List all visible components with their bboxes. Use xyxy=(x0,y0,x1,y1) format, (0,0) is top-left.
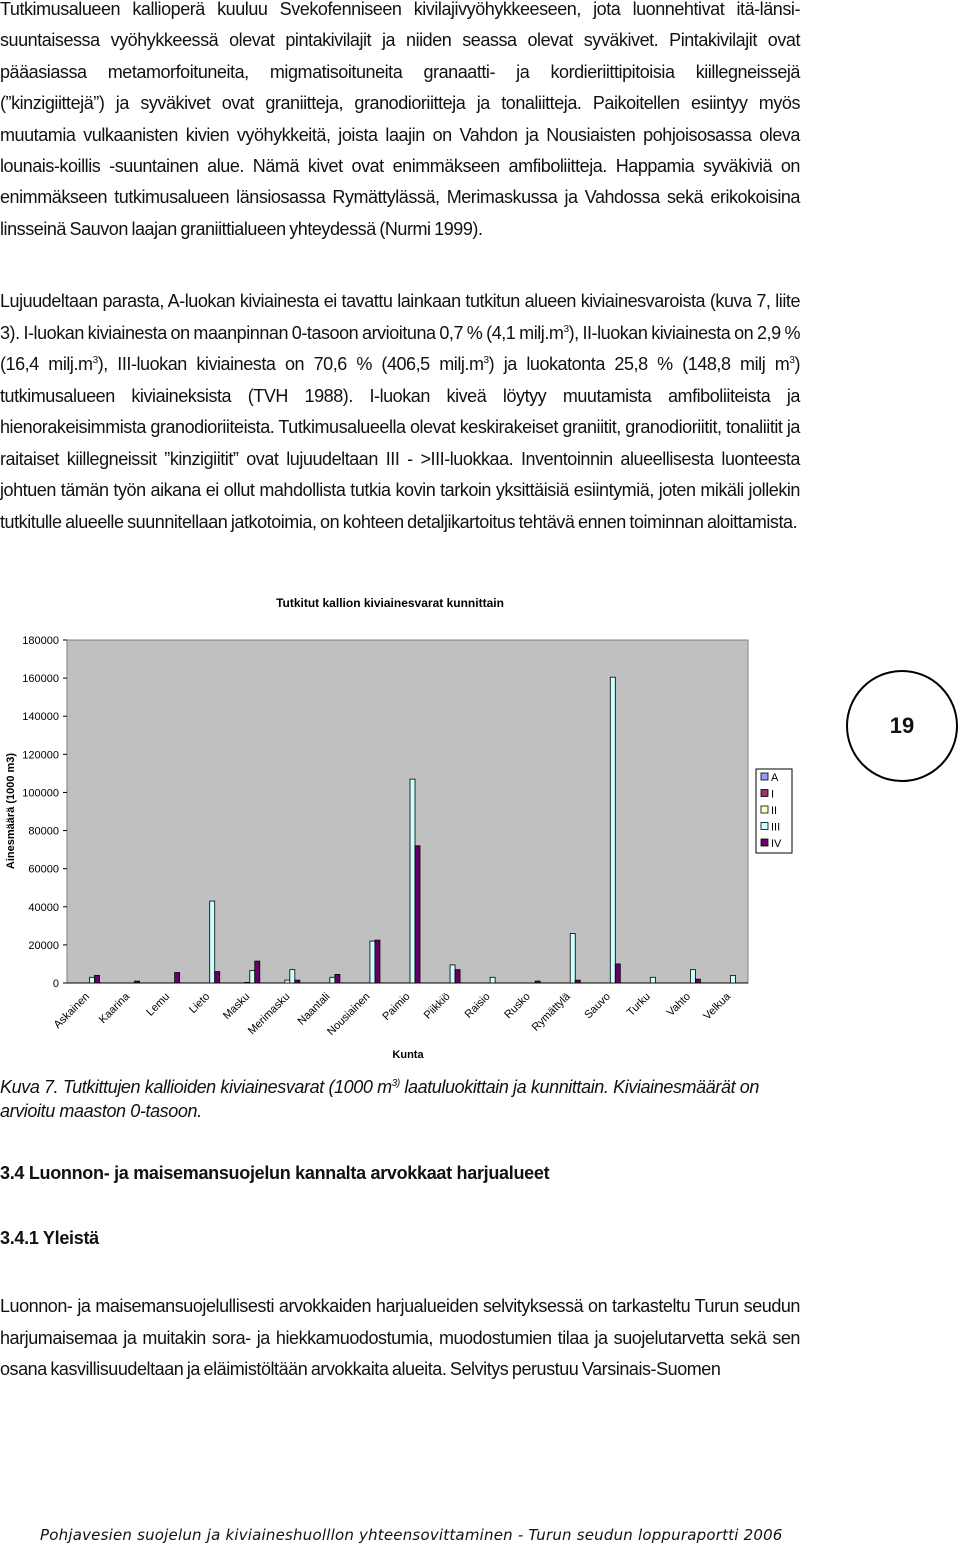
intro-paragraph: Tutkimusalueen kallioperä kuuluu Svekofenniseen kivilajivyöhykkeeseen, jota luonnehtivat itä-länsi-suuntaisessa vyöhykkeessä olevat pintakivilajit ja niiden seassa olevat syväkivet. Pintakivilajit ovat pääasiassa metamorfoituneita, migmatisoituneita granaatti- ja kordieriittipitoisia kiillegneissejä (”kinzigiittejä”) ja syväkivet ovat graniitteja, granodioriitteja ja tonaliitteja. Paikoitellen esiintyy myös muutamia vulkaanisten kivien vyöhykkeitä, joista laajin on Vahdon ja Nousiaisten pohjoisosassa oleva lounais-koillis -suuntainen alue. Nämä kivet ovat enimmäkseen amfiboliitteja. Happamia syväkiviä on enimmäkseen tutkimusalueen länsiosassa Rymättylässä, Merimaskussa ja Vahdossa sekä erikokoisina linsseinä Sauvon laajan graniittialueen yhteydessä (Nurmi 1999). xyxy=(0,0,800,239)
legend-swatch-iii xyxy=(761,823,768,830)
bar-iv xyxy=(455,970,460,983)
bar-iv xyxy=(375,940,380,983)
page-number-badge: 19 xyxy=(846,670,958,782)
y-tick-label: 60000 xyxy=(28,863,59,876)
legend-swatch-iv xyxy=(761,839,768,846)
y-tick-label: 0 xyxy=(52,978,59,990)
bar-iii xyxy=(450,965,455,983)
bar-iii xyxy=(490,977,495,983)
x-tick-label: Merimasku xyxy=(245,990,293,1038)
para2-text-2: ), II-luokan kiviainesta on 2,9 % (16,4 milj.m xyxy=(0,322,800,374)
bar-iv xyxy=(255,961,260,983)
bar-iv xyxy=(415,846,420,983)
bar-iv xyxy=(335,974,340,983)
y-tick-label: 100000 xyxy=(22,787,59,800)
x-tick-label: Velkua xyxy=(701,990,734,1023)
bar-iii xyxy=(690,970,695,983)
bar-iii xyxy=(290,970,295,983)
section-heading: 3.4 Luonnon- ja maisemansuojelun kannalta arvokkaat harjualueet xyxy=(0,1163,550,1183)
legend-label-iii: III xyxy=(771,821,781,834)
page-footer: Pohjavesien suojelun ja kiviaineshuolllon yhteensovittaminen - Turun seudun loppuraportti 2006 xyxy=(40,1526,783,1544)
bar-iv xyxy=(575,980,580,983)
bar-iii xyxy=(730,975,735,983)
x-tick-label: Kaarina xyxy=(96,990,133,1026)
chart-title: Tutkitut kallion kiviainesvarat kunnittain xyxy=(276,596,504,610)
x-tick-label: Paimio xyxy=(380,990,413,1023)
subsection-heading: 3.4.1 Yleistä xyxy=(0,1228,99,1248)
bar-iii xyxy=(330,977,335,983)
x-tick-label: Rusko xyxy=(502,990,533,1022)
bar-iii xyxy=(650,977,655,983)
plot-area xyxy=(67,640,748,983)
para2-text-5: ) tutkimusalueen kiviaineksista (TVH 1988). I-luokan kiveä löytyy muutamista amfiboliiteista ja hienorakeisimmista granodioriiteista. Tutkimusalueella olevat keskirakeiset graniitit, granodioriitit, tonaliitit ja raitaiset kiillegneissit ”kinzigiitit” ovat lujuudeltaan III - >III-luokkaa. Inventoinnin alueellisesta luonteesta johtuen tämän työn aikana ei ollut mahdollista tutkia kovin tarkoin yksittäisiä esiintymiä, joten mikäli jollekin tutkitulle alueelle suunnitellaan jatkotoimia, on kohteen detaljikartoitus tehtävä ennen toiminnan aloittamista. xyxy=(0,354,800,532)
x-tick-label: Turku xyxy=(624,990,653,1019)
legend-label-ii: II xyxy=(771,805,778,817)
bar-ii xyxy=(285,980,290,983)
y-tick-label: 120000 xyxy=(22,749,59,762)
superscript: 3 xyxy=(789,355,795,366)
esker-survey-paragraph: Luonnon- ja maisemansuojelullisesti arvokkaiden harjualueiden selvityksessä on tarkasteltu Turun seudun harjumaisemaa ja muitakin sora- ja hiekkamuodostumia, muodostumien tilaa ja suojelutarvetta sekä sen osana kasvillisuudeltaan ja eläimistöltään arvokkaita alueita. Selvitys perustuu Varsinais-Suomen xyxy=(0,1296,800,1379)
figure-caption xyxy=(0,1075,800,1123)
y-tick-label: 40000 xyxy=(28,901,59,914)
y-tick-label: 160000 xyxy=(22,673,59,686)
bar-chart xyxy=(0,585,840,1065)
x-tick-label: Vahto xyxy=(664,990,694,1019)
superscript: 3 xyxy=(92,355,98,366)
bar-iii xyxy=(610,677,615,983)
x-tick-label: Naantali xyxy=(295,990,333,1028)
bar-iii xyxy=(250,971,255,983)
bar-iv xyxy=(615,964,620,983)
y-axis-title: Ainesmäärä (1000 m3) xyxy=(5,752,17,870)
superscript: 3 xyxy=(563,323,569,335)
legend-label-a: A xyxy=(771,772,779,784)
legend-swatch-a xyxy=(761,773,768,780)
bar-iii xyxy=(370,941,375,983)
bar-iii xyxy=(210,901,215,983)
caption-text-2: laatuluokittain ja kunnittain. Kiviainesmäärät on arvioitu maaston 0-tasoon. xyxy=(0,1077,760,1121)
bar-iv xyxy=(95,975,100,983)
para2-text-4: ) ja luokatonta 25,8 % (148,8 milj m xyxy=(488,354,790,374)
strength-class-paragraph xyxy=(0,286,800,538)
bar-iv xyxy=(295,980,300,983)
bar-iv xyxy=(135,981,140,983)
x-tick-label: Nousiainen xyxy=(325,990,373,1039)
bar-ii xyxy=(245,982,250,983)
para2-text-3: ), III-luokan kiviainesta on 70,6 % (406,5 milj.m xyxy=(97,354,484,374)
x-axis-title: Kunta xyxy=(392,1049,424,1061)
legend-swatch-i xyxy=(761,790,768,797)
chart-svg xyxy=(0,585,840,1065)
x-tick-label: Sauvo xyxy=(582,990,613,1022)
y-tick-label: 20000 xyxy=(28,939,59,952)
x-tick-label: Askainen xyxy=(51,990,93,1032)
bar-iv xyxy=(215,972,220,983)
legend-swatch-ii xyxy=(761,806,768,813)
legend-label-iv: IV xyxy=(771,838,782,850)
para2-text-1: Lujuudeltaan parasta, A-luokan kiviainesta ei tavattu lainkaan tutkitun alueen kiviainesvaroista (kuva 7, liite 3). I-luokan kiviainesta on maanpinnan 0-tasoon arvioituna 0,7 % (4,1 milj.m xyxy=(0,291,800,343)
bar-iv xyxy=(695,979,700,983)
legend-label-i: I xyxy=(771,788,775,801)
caption-text-1: Kuva 7. Tutkittujen kallioiden kiviainesvarat (1000 m xyxy=(0,1077,392,1097)
superscript: 3 xyxy=(483,355,489,366)
bar-iii xyxy=(90,977,95,983)
bar-iv xyxy=(175,973,180,983)
x-tick-label: Lemu xyxy=(144,990,173,1019)
x-tick-label: Masku xyxy=(220,990,253,1023)
caption-superscript: 3) xyxy=(391,1078,400,1089)
bar-iv xyxy=(535,981,540,983)
y-tick-label: 80000 xyxy=(28,825,59,838)
y-tick-label: 140000 xyxy=(22,711,59,724)
x-tick-label: Rymättylä xyxy=(529,990,573,1034)
bar-iii xyxy=(410,779,415,983)
x-tick-label: Lieto xyxy=(186,990,213,1016)
bar-iii xyxy=(570,933,575,983)
y-tick-label: 180000 xyxy=(22,635,59,647)
x-tick-label: Raisio xyxy=(462,990,493,1021)
x-tick-label: Piikkiö xyxy=(421,990,453,1022)
